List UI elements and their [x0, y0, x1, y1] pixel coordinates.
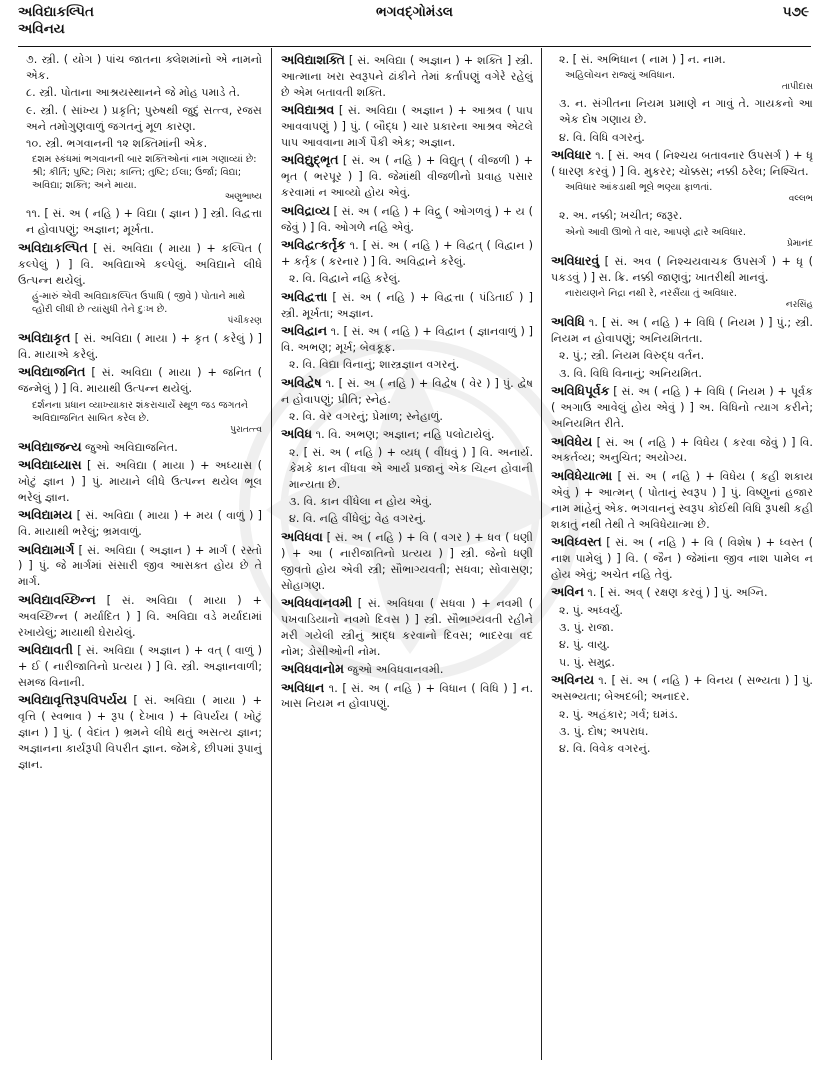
- dictionary-entry: [551, 147, 813, 180]
- quotation: [18, 290, 262, 327]
- sense: ૩. વિ. વિધિ વિનાનું; અનિયમિત.: [559, 366, 702, 380]
- dictionary-entry: [18, 542, 262, 591]
- dictionary-entry: [18, 439, 262, 456]
- sense: ૪. વિ. વિવેક વગરનું.: [559, 742, 651, 756]
- dictionary-entry: [551, 383, 813, 432]
- definition: [ સં. અ ( નહિ ) + વિધેય ( કહી શકાય એવું ) + આત્મન્ ( પોતાનું સ્વરૂપ ) ] પું. વિષ્ણુનાં હજાર નામ માંહેનું એક. ભગવાનનું સ્વરૂપ કોઈથી વિધિ રૂપથી કહી શકાતું નથી તેથી તે અવિધેયાત્મા છે.: [551, 469, 813, 531]
- dictionary-entry: [18, 240, 262, 289]
- definition: [ સં. અ ( નહિ ) + વિદ્વત્તા ( પંડિતાઈ ) ] સ્ત્રી. મૂર્ખતા; અજ્ઞાન.: [281, 290, 533, 320]
- quotation-text: અહિલોચન રાજ્યું અવિધાન.: [565, 70, 676, 82]
- dictionary-entry: [18, 642, 262, 691]
- headword: અવિધ્વસ્ત: [551, 533, 602, 549]
- headword: અવિધવાનોમ: [281, 661, 344, 677]
- dictionary-entry: [551, 253, 813, 286]
- quotation: [551, 181, 813, 205]
- running-head: ભગવદ્ગોમંડલ: [376, 4, 453, 20]
- headword: અવિદ્યાવચ્છિન્ન: [18, 591, 96, 607]
- dictionary-entry: [18, 457, 262, 506]
- quotation-source: નરસિંહ: [785, 300, 813, 311]
- dictionary-entry: [281, 595, 533, 660]
- sense: ૩. ન. સંગીતના નિયમ પ્રમાણે ન ગાવું તે. ગાયકનો આ એક દોષ ગણાય છે.: [559, 97, 813, 127]
- headword: અવિદ્વેષ: [281, 374, 322, 390]
- sense: ૧૦. સ્ત્રી. ભગવાનની ૧૨ શક્તિમાંની એક.: [26, 137, 208, 151]
- sense: ૨. [ સં. અ ( નહિ ) + વ્યધ્ ( વીંધવું ) ] વિ. અનાર્ય. કેમકે કાન વીંધવા એ આર્ય પ્રજાનું એક ચિહ્ન હોવાની માન્યતા છે.: [289, 445, 533, 491]
- sense: ૪. પું. વાયુ.: [559, 638, 610, 652]
- definition: [ સં. અવિદ્યા ( માયા ) + વૃત્તિ ( સ્વભાવ ) + રૂપ ( દેખાવ ) + વિપર્યય ( ખોટું જ્ઞાન ) ] પું. ( વેદાંત ) ભ્રમને લીધે થતું અસત્ય જ્ઞાન; અજ્ઞાનના કાર્યરૂપી વિપરીત જ્ઞાન. જેમકે, છીપમાં રૂપાનું જ્ઞાન.: [18, 694, 262, 771]
- dictionary-entry: [281, 52, 533, 101]
- sense: ૨. વિ. વિદ્વાને નહિ કરેલું.: [289, 272, 401, 286]
- definition: [ સં. અવિદ્યા ( માયા ) + મય ( વાળું ) ] વિ. માયાથી ભરેલું; ભ્રમવાળું.: [18, 509, 262, 539]
- headword: અવિદ્યાજનિત: [18, 364, 86, 380]
- definition: [ સં. અવિદ્યા ( અજ્ઞાન ) + આશ્રવ ( પાપ આવવાપણું ) ] પું. ( બૌદ્ધ ) ચાર પ્રકારના આશ્રવ એટલે પાપ આવવાના માર્ગ પૈકી એક; અજ્ઞાન.: [281, 104, 533, 150]
- sense: ૪. વિ. નહિ વીંધેલું; વેહ વગરનું.: [289, 512, 426, 526]
- headword: અવિદ્યામાર્ગ: [18, 541, 75, 557]
- sense: ૨. વિ. વેર વગરનું; પ્રેમાળ; સ્નેહાળું.: [289, 410, 443, 424]
- headword: અવિદ્વત્તા: [281, 288, 328, 304]
- quotation: [551, 226, 813, 250]
- sense: ૨. પું.; સ્ત્રી. નિયમ વિરુદ્ધ વર્તન.: [559, 349, 705, 363]
- definition: [ સં. અવ ( નિશ્ચયવાચક ઉપસર્ગ ) + ધૃ ( પકડવું ) ] સ. ક્રિ. નક્કી જાણવું; ખાતરીથી માનવું.: [551, 254, 813, 284]
- definition: ૧. [ સં. અવ ( નિશ્ચય બતાવનાર ઉપસર્ગ ) + ધૃ ( ધારણ કરવું ) ] વિ. મુકરર; ચોક્કસ; નક્કી ઠરેલ; નિશ્ચિત.: [551, 149, 813, 179]
- sense: ૫. પું. સમુદ્ર.: [559, 655, 615, 669]
- headword: અવિધાર: [551, 147, 592, 163]
- definition: [ સં. અવિદ્યા ( માયા ) + અવચ્છિન્ન ( મર્યાદિત ) ] વિ. અવિદ્યા વડે મર્યાદામાં રખાયેલું; માયાથી ઘેરાયેલું.: [18, 593, 262, 639]
- dictionary-entry: [281, 529, 533, 594]
- headword: અવિધવાનવમી: [281, 595, 353, 610]
- quotation-source: પ્રેમાનંદ: [786, 238, 813, 249]
- definition: ૧. [ સં. અ ( નહિ ) + વિદ્વેષ ( વેર ) ] પું. દ્વેષ ન હોવાપણું; પ્રીતિ; સ્નેહ.: [281, 376, 533, 406]
- dictionary-entry: [281, 203, 533, 236]
- sense: ૯. સ્ત્રી. ( સાંખ્ય ) પ્રકૃતિ; પુરુષથી જુદું સત્ત્વ, રજસ અને તમોગુણવાળું જગતનું મૂળ કારણ.: [26, 103, 262, 133]
- quotation-text: દર્શનના પ્રધાન વ્યાખ્યાકાર શંકરાચાર્યે સ્થૂળ જડ જગતને અવિદ્યાજનિત સાબિત કરેલ છે.: [32, 399, 249, 424]
- dictionary-entry: [281, 237, 533, 270]
- definition: [ સં. અ ( નહિ ) + વિધિ ( નિયમ ) + પૂર્વક ( અગાઉ આવેલું હોય એવું ) ] અ. વિધિનો ત્યાગ કરીને; અનિયમિત રીતે.: [551, 385, 813, 431]
- headword: અવિદ્યાવૃત્તિરૂપવિપર્યય: [18, 692, 127, 708]
- definition: [ સં. અવિદ્યા ( અજ્ઞાન ) + શક્તિ ] સ્ત્રી. આત્માના ખરા સ્વરૂપને ઢાંકીને તેમાં કર્તાપણું વગેરે રહેલું છે એમ બતાવતી શક્તિ.: [281, 54, 533, 99]
- quotation-source: અણુભાષ્ય: [224, 192, 262, 203]
- dictionary-entry: [551, 534, 813, 583]
- column-divider: [271, 48, 272, 1060]
- dictionary-entry: [551, 468, 813, 533]
- sense: ૨. [ સં. અભિધાન ( નામ ) ] ન. નામ.: [559, 53, 726, 66]
- definition: [ સં. અ ( નહિ ) + વિદ્યુત્ ( વીજળી ) + ભૃત ( ભરપૂર ) ] વિ. જેમાંથી વીજળીનો પ્રવાહ પસાર કરવામાં ન આવ્યો હોય એવું.: [281, 154, 533, 200]
- headword: અવિદ્વાન: [281, 323, 327, 338]
- sense: ૩. પું. રાજા.: [559, 620, 614, 634]
- headword: અવિદ્વત્કર્તૃક: [281, 236, 346, 252]
- definition: [ સં. અવિદ્યા ( માયા ) + અધ્યાસ ( ખોટું જ્ઞાન ) ] પું. માયાને લીધે ઉત્પન્ન થયેલ ભૂલ ભરેલું જ્ઞાન.: [18, 459, 262, 504]
- dictionary-entry: [281, 661, 533, 678]
- definition: [ સં. અવિદ્યા ( માયા ) + કલ્પિત ( કલ્પેલું ) ] વિ. અવિદ્યાએ કલ્પેલું. અવિદ્યાને લીધે ઉત્પન્ન થયેલું.: [18, 241, 262, 287]
- definition: જુઓ અવિદ્યાજનિત.: [81, 440, 178, 454]
- header-rule: [18, 46, 811, 47]
- headword: અવિધિ: [551, 314, 585, 330]
- dictionary-entry: [281, 680, 533, 713]
- quotation-text: દશમ સ્કંધમાં ભગવાનની બાર શક્તિઓનાં નામ ગણાવ્યાં છે: શ્રી; કીર્તિ; પુષ્ટિ; ગિરા; કાન્તિ; તુષ્ટિ; ઈલા; ઉર્જા; વિદ્યા; અવિદ્યા; શક્તિ; અને માયા.: [32, 154, 257, 192]
- guide-word-first: અવિદ્યાકલ્પિત: [18, 4, 94, 20]
- definition: [ સં. અ ( નહિ ) + વિદ્રુ ( ઓગળવું ) + ય ( જેવું ) ] વિ. ઓગળે નહિ એવું.: [281, 204, 533, 234]
- sense: ૨. અ. નક્કી; ખચીત; જરૂર.: [559, 209, 683, 223]
- dictionary-entry: [551, 314, 813, 347]
- headword: અવિધેય: [551, 433, 593, 449]
- page-number: ૫૭૯: [782, 4, 809, 20]
- definition: ૧. [ સં. અ ( નહિ ) + વિધિ ( નિયમ ) ] પું.; સ્ત્રી. નિયમ ન હોવાપણું; અનિયમિતતા.: [551, 316, 813, 346]
- definition: [ સં. અ ( નહિ ) + વિધેય ( કરવા જેવું ) ] વિ. અકર્તવ્ય; અનુચિત; અયોગ્ય.: [551, 435, 813, 465]
- dictionary-entry: [281, 375, 533, 408]
- definition: ૧. [ સં. અવ્ ( રક્ષણ કરવું ) ] પું. અગ્નિ.: [583, 586, 768, 600]
- definition: ૧. [ સં. અ ( નહિ ) + વિદ્વાન ( જ્ઞાનવાળું ) ] વિ. અભણ; મૂર્ખ; બેવકૂફ.: [281, 325, 533, 354]
- dictionary-entry: [281, 426, 533, 443]
- sense: ૨. પું. અધ્વર્યુ.: [559, 603, 623, 617]
- sense: ૨. પું. અહંકાર; ગર્વ; ઘમંડ.: [559, 707, 678, 721]
- quotation: [18, 399, 262, 436]
- definition: [ સં. અ ( નહિ ) + વિ ( વગર ) + ધવ ( ધણી ) + આ ( નારીજાતિનો પ્રત્યય ) ] સ્ત્રી. જેનો ધણી જીવતો હોય એવી સ્ત્રી; સૌભાગ્યવતી; સધવા; સોવાસણ; સોહાગણ.: [281, 530, 533, 592]
- quotation-text: નારાયણને નિદ્રા નથી રે, નરસૈંયા તું અવિધાર.: [565, 288, 737, 300]
- headword: અવિધ: [281, 426, 313, 442]
- guide-word-last: અવિનય: [18, 21, 65, 37]
- sense: ૩. પું. દોષ; અપરાધ.: [559, 724, 649, 738]
- definition: ૧. [ સં. અ ( નહિ ) + વિધાન ( વિધિ ) ] ન. ખાસ નિયમ ન હોવાપણું.: [281, 681, 533, 711]
- quotation-source: વલ્લભ: [788, 194, 813, 205]
- headword: અવિદ્રાવ્ય: [281, 202, 330, 218]
- dictionary-entry: [18, 507, 262, 540]
- definition: [ સં. અવિધવા ( સધવા ) + નવમી ( પખવાડિયાનો નવમો દિવસ ) ] સ્ત્રી. સૌભાગ્યવતી રહીને મરી ગયેલી સ્ત્રીનું શ્રાદ્ધ કરવાનો દિવસ; ભાદરવા વદ નોમ; ડોસીઓની નોમ.: [281, 597, 533, 658]
- definition: [ સં. અવિદ્યા ( માયા ) + જનિત ( જન્મેલું ) ] વિ. માયાથી ઉત્પન્ન થયેલું.: [18, 366, 262, 396]
- headword: અવિદ્યામય: [18, 507, 73, 523]
- headword: અવિધેયાત્મા: [551, 467, 613, 483]
- column-2: [281, 52, 533, 1060]
- sense: ૩. વિ. કાન વીંધેલા ન હોય એવું.: [289, 495, 433, 509]
- dictionary-entry: [281, 323, 533, 356]
- quotation: [551, 69, 813, 93]
- quotation-source: પંચીકરણ: [227, 315, 262, 326]
- headword: અવિધારવું: [551, 252, 600, 268]
- definition: જુઓ અવિધવાનવમી.: [343, 663, 444, 677]
- quotation: [551, 287, 813, 311]
- dictionary-entry: [18, 592, 262, 641]
- headword: અવિધિપૂર્વક: [551, 383, 610, 399]
- dictionary-entry: [281, 102, 533, 151]
- column-3: [551, 52, 813, 1060]
- headword: અવિદ્યાધ્યાસ: [18, 457, 82, 472]
- definition: ૧. [ સં. અ ( નહિ ) + વિનય ( સભ્યતા ) ] પું. અસભ્યતા; બેઅદબી; અનાદર.: [551, 674, 813, 704]
- headword: અવિદ્યુદ્ભૃત: [281, 152, 339, 168]
- sense: ૧૧. [ સં. અ ( નહિ ) + વિદ્યા ( જ્ઞાન ) ] સ્ત્રી. વિદ્વત્તા ન હોવાપણું; અજ્ઞાન; મૂર્ખતા.: [26, 207, 262, 237]
- quotation-text: એનો આવી ઊભો તે વાર, આપણે દ્વારે અવિધાર.: [565, 226, 746, 238]
- dictionary-entry: [18, 364, 262, 397]
- headword: અવિધાન: [281, 679, 325, 695]
- dictionary-entry: [551, 434, 813, 467]
- quotation-text: અવિધાર આંકડાથી ભૂલે ભણ્યા ફાળતાં.: [565, 182, 713, 194]
- headword: અવિધવા: [281, 528, 323, 544]
- sense: ૪. વિ. વિધિ વગરનું.: [559, 130, 645, 144]
- headword: અવિદ્યાકૃત: [18, 329, 71, 345]
- headword: અવિદ્યાવતી: [18, 641, 73, 657]
- dictionary-entry: [18, 692, 262, 773]
- dictionary-entry: [551, 584, 813, 601]
- sense: ૨. વિ. વિદ્યા વિનાનું; શાસ્ત્રજ્ઞાન વગરનું.: [289, 358, 460, 372]
- definition: ૧. વિ. અભણ; અજ્ઞાન; નહિ પલોટાયેલું.: [312, 428, 495, 442]
- quotation-source: પુરાતત્ત્વ: [230, 424, 262, 435]
- headword: અવિદ્યાશક્તિ: [281, 52, 345, 67]
- definition: [ સં. અવિદ્યા ( અજ્ઞાન ) + માર્ગ ( રસ્તો ) ] પું. જે માર્ગમાં સંસારી જીવ આસક્ત હોય છે તે માર્ગ.: [18, 543, 262, 589]
- headword: અવિદ્યાશ્રવ: [281, 102, 335, 118]
- dictionary-entry: [281, 289, 533, 322]
- headword: અવિદ્યાકલ્પિત: [18, 239, 88, 255]
- definition: [ સં. અ ( નહિ ) + વિ ( વિશેષ ) + ધ્વસ્ત ( નાશ પામેલું ) ] વિ. ( જૈન ) જેમાંના જીવ નાશ પામેલ ન હોય એવું; અચેત નહિ તેવું.: [551, 535, 813, 581]
- definition: ૧. [ સં. અ ( નહિ ) + વિદ્વત્ ( વિદ્વાન ) + કર્તૃક ( કરનાર ) ] વિ. અવિદ્વાને કરેલું.: [281, 238, 533, 268]
- quotation-source: તાપીદાસ: [781, 82, 813, 93]
- dictionary-entry: [281, 152, 533, 201]
- definition: [ સં. અવિદ્યા ( અજ્ઞાન ) + વત્ ( વાળું ) + ઈ ( નારીજાતિનો પ્રત્યય ) ] વિ. સ્ત્રી. અજ્ઞાનવાળી; સમજ વિનાની.: [18, 643, 262, 689]
- definition: [ સં. અવિદ્યા ( માયા ) + કૃત ( કરેલું ) ] વિ. માયાએ કરેલું.: [18, 331, 262, 361]
- headword: અવિનય: [551, 672, 594, 688]
- quotation: [18, 153, 262, 203]
- column-1: [18, 52, 262, 1060]
- headword: અવિન: [551, 584, 584, 600]
- sense: ૭. સ્ત્રી. ( યોગ ) પાંચ જાતના ક્લેશમાંનો એ નામનો એક.: [26, 53, 262, 82]
- page-header: [18, 4, 811, 48]
- dictionary-entry: [551, 672, 813, 705]
- dictionary-entry: [18, 330, 262, 363]
- column-divider: [541, 48, 542, 1060]
- sense: ૮. સ્ત્રી. પોતાના આશ્રયસ્થાનને જે મોહ પમાડે તે.: [26, 86, 240, 100]
- quotation-text: હું-મારું એવી અવિદ્યાકલ્પિત ઉપાધિ ( જીવે ) પોતાને માથે વ્હોરી લીધી છે ત્યાંસુધી તેને દુઃખ છે.: [32, 290, 246, 315]
- headword: અવિદ્યાજન્ય: [18, 438, 82, 454]
